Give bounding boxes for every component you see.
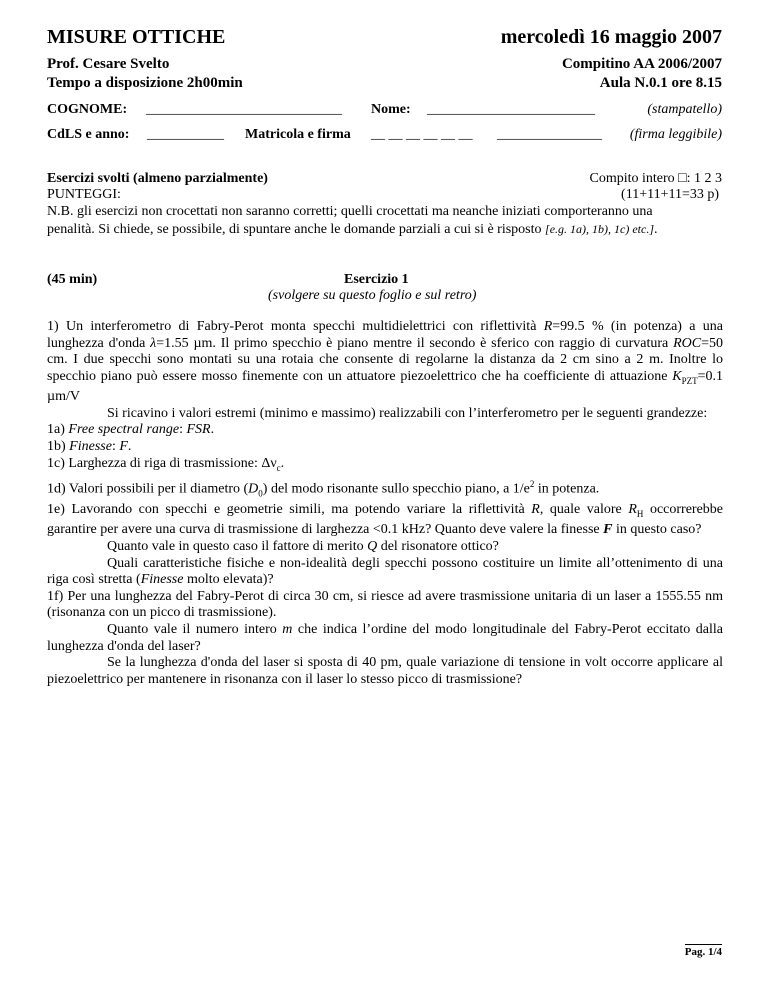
professor: Prof. Cesare Svelto [47, 56, 170, 72]
matricola-label: Matricola e firma [245, 127, 351, 142]
note-line2: penalità. Si chiede, se possibile, di spuntare anche le domande parziali a cui si è risposto [47, 221, 546, 237]
name-label: Nome: [371, 102, 411, 117]
exercise-body [47, 319, 723, 688]
surname-label: COGNOME: [47, 102, 128, 117]
exam-date: mercoledì 16 maggio 2007 [500, 26, 722, 48]
solved-label: Esercizi svolti (almeno parzialmente) [47, 171, 268, 186]
question-1e-limits: Quali caratteristiche fisiche e non-idealità degli specchi possono costituire un limite all’ottenimento di una riga così stretta (Finesse molto elevata)? [47, 555, 723, 588]
exercise-intro: 1) Un interferometro di Fabry-Perot monta specchi multidielettrici con riflettività R=99.5 % (in potenza) a una lunghezza d'onda λ=1.55 µm. Il primo specchio è piano mentre il secondo è sferico con raggio di curvatura ROC=50 cm. I due specchi sono montati su una rotaia che consente di regolarne la distanza da 2 cm sino a 2 m. Inoltre lo specchio piano può essere mosso finemente con un attuatore piezoelettrico che ha coefficiente di attuazione $K_{PZT}=0.1$ µm/V [47, 319, 723, 405]
name-field[interactable]: ________________________ [427, 102, 595, 117]
exam-type: Compitino AA 2006/2007 [561, 56, 722, 72]
cdls-field[interactable]: ___________ [147, 127, 224, 142]
question-1f-m: Quanto vale il numero intero m che indica l’ordine del modo longitudinale del Fabry-Perot eccitato dalla lunghezza d'onda del laser? [47, 621, 723, 654]
question-1e: 1e) Lavorando con specchi e geometrie simili, ma potendo variare la riflettività R, quale valore $R_H$ occorrerebbe garantire per avere una curva di trasmissione di larghezza <0.1 kHz? Quanto deve valere la finesse F in questo caso? [47, 501, 723, 538]
question-1a: 1a) Free spectral range: FSR. [47, 422, 215, 438]
question-1b: 1b) Finesse: F. [47, 438, 132, 454]
exercise-request: Si ricavino i valori estremi (minimo e massimo) realizzabili con l’interferometro per le seguenti grandezze: [107, 405, 708, 421]
course-title: MISURE OTTICHE [47, 26, 226, 48]
time-available: Tempo a disposizione 2h00min [47, 75, 243, 91]
page-number: Pag. 1/4 [684, 946, 722, 958]
surname-field[interactable]: ____________________________ [146, 102, 342, 117]
scores-label: PUNTEGGI: [47, 187, 121, 202]
exercise-subtitle: (svolgere su questo foglio e sul retro) [268, 288, 477, 303]
scores-value: (11+11+11=33 p) [621, 187, 719, 202]
note-line1: N.B. gli esercizi non crocettati non saranno corretti; quelli crocettati ma neanche iniziati comporteranno una [47, 204, 653, 219]
cdls-label: CdLS e anno: [47, 127, 130, 142]
question-1f-voltage: Se la lunghezza d'onda del laser si sposta di 40 pm, quale variazione di tensione in volt occorre applicare al piezoelettrico per mantenere in risonanza con il laser lo stesso picco di trasmissione? [47, 655, 723, 687]
room-time: Aula N.0.1 ore 8.15 [599, 75, 722, 91]
note-example: [e.g. 1a), 1b), 1c) etc.] [545, 221, 654, 236]
question-1f: 1f) Per una lunghezza del Fabry-Perot di circa 30 cm, si riesce ad avere trasmissione unitaria di un laser a 1555.55 nm (risonanza con un picco di trasmissione). [47, 588, 723, 621]
question-1d: 1d) Valori possibili per il diametro $(D_0)$ del modo risonante sullo specchio piano, a $1/e^2$ in potenza. [47, 478, 600, 499]
signature-note: (firma leggibile) [629, 127, 722, 142]
print-note: (stampatello) [647, 102, 722, 117]
exercise-title: Esercizio 1 [344, 272, 409, 287]
signature-field[interactable]: _______________ [497, 127, 602, 142]
question-1c: 1c) Larghezza di riga di trasmissione: $\Delta\nu_c$. [47, 455, 285, 473]
full-exam-checkbox[interactable]: Compito intero □: 1 2 3 [589, 171, 722, 186]
matricola-field[interactable]: __ __ __ __ __ __ [371, 127, 473, 142]
instructions-note: N.B. gli esercizi non crocettati non saranno corretti; quelli crocettati ma neanche iniziati comporteranno una penalità. Si chiede, se possibile, di spuntare anche le domande parziali a cui si è risposto [e.g. 1a), 1b), 1c) etc.]. [47, 204, 658, 237]
question-1e-q: Quanto vale in questo caso il fattore di merito Q del risonatore ottico? [107, 538, 499, 554]
exercise-time: (45 min) [47, 272, 98, 287]
